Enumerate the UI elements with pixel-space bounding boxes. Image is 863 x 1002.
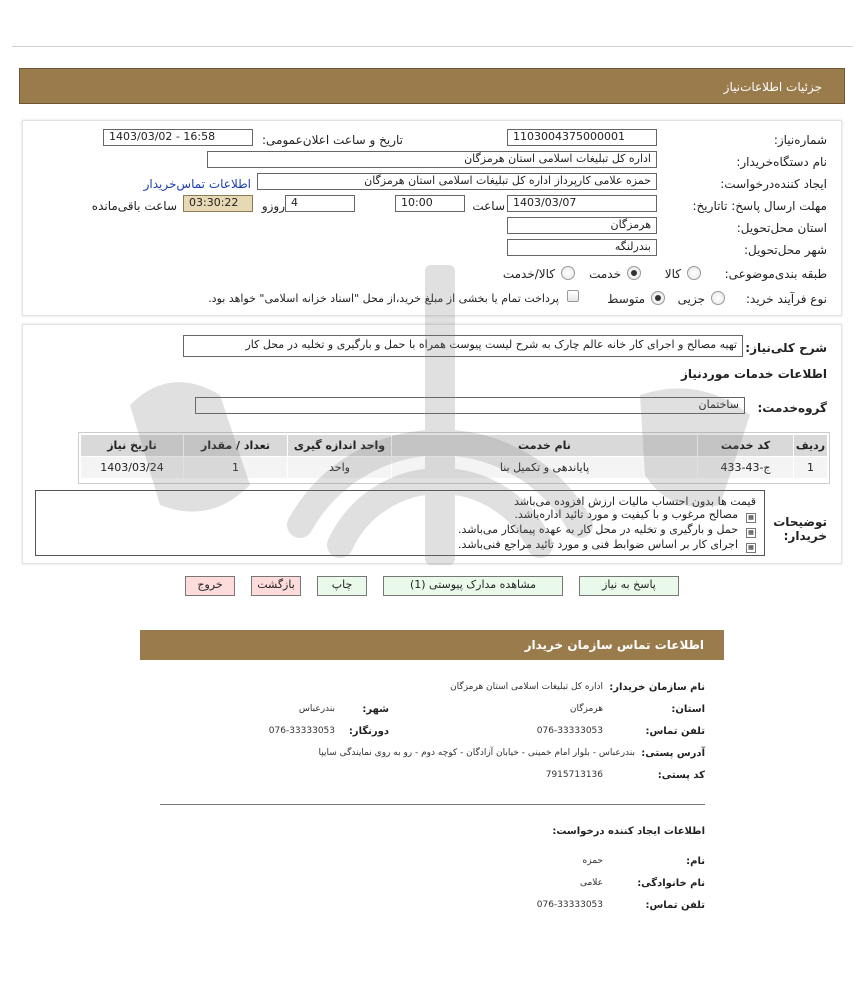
reply-button[interactable]: پاسخ به نیاز xyxy=(579,576,679,596)
col-need-date: تاریخ نیاز xyxy=(81,435,184,457)
summary-label: شرح کلی‌نیاز: xyxy=(745,341,827,355)
announce-label: تاریخ و ساعت اعلان‌عمومی: xyxy=(261,133,403,147)
cell-service-name: پایاندهی و تکمیل بنا xyxy=(392,457,698,479)
contact-city-label: شهر: xyxy=(362,704,389,715)
col-service-name: نام خدمت xyxy=(392,435,698,457)
buyer-org-field: اداره کل تبلیغات اسلامی استان هرمزگان xyxy=(207,151,657,168)
creator-family-value: علامی xyxy=(579,878,603,888)
city-label: شهر محل‌تحویل: xyxy=(743,243,827,257)
cell-need-date: 1403/03/24 xyxy=(81,457,184,479)
contact-org-label: نام سازمان خریدار: xyxy=(609,682,705,693)
creator-label: ایجاد کننده‌درخواست: xyxy=(720,177,827,191)
contact-phone-label: تلفن تماس: xyxy=(645,726,705,737)
process-radio-minor[interactable] xyxy=(711,291,725,305)
note-line-2: مصالح مرغوب و با کیفیت و مورد تائید اداره‌باشد. xyxy=(514,508,738,521)
announce-field: 1403/03/02 - 16:58 xyxy=(103,129,253,146)
province-field: هرمزگان xyxy=(507,217,657,234)
contact-province-value: هرمزگان xyxy=(569,704,603,714)
services-table xyxy=(80,434,828,479)
page-header: جزئیات اطلاعات‌نیاز xyxy=(19,68,845,104)
category-option-goods: کالا xyxy=(664,267,681,281)
city-field: بندرلنگه xyxy=(507,239,657,256)
cell-service-code: ج-43-433 xyxy=(698,457,794,479)
contact-divider xyxy=(160,804,705,805)
deadline-label: مهلت ارسال پاسخ: تاتاریخ: xyxy=(692,199,827,213)
contact-header: اطلاعات تماس سازمان خریدار xyxy=(140,630,724,660)
cell-row: 1 xyxy=(794,457,828,479)
note-item-4 xyxy=(44,538,756,553)
need-number-label: شماره‌نیاز: xyxy=(773,133,827,147)
category-label: طبقه بندی‌موضوعی: xyxy=(724,267,827,281)
buyer-notes-label-1: توضیحات xyxy=(773,515,827,529)
category-option-goods-service: کالا/خدمت xyxy=(502,267,555,281)
contact-postal-label: کد پستی: xyxy=(657,770,705,781)
contact-postal-value: 7915713136 xyxy=(545,770,603,780)
col-unit: واحد اندازه گیری xyxy=(288,435,392,457)
col-service-code: کد خدمت xyxy=(698,435,794,457)
need-number-field: 1103004375000001 xyxy=(507,129,657,146)
top-rule xyxy=(12,46,853,47)
service-group-field: ساختمان xyxy=(195,397,745,414)
category-option-service: خدمت xyxy=(589,267,621,281)
print-button[interactable]: چاپ xyxy=(317,576,367,596)
creator-info-title: اطلاعات ایجاد کننده درخواست: xyxy=(552,826,705,837)
creator-family-label: نام خانوادگی: xyxy=(637,878,705,889)
cell-quantity: 1 xyxy=(184,457,288,479)
col-quantity: تعداد / مقدار xyxy=(184,435,288,457)
contact-province-label: استان: xyxy=(671,704,705,715)
contact-fax-value: 076-33333053 xyxy=(268,726,335,736)
treasury-payment-note: پرداخت تمام یا بخشی از مبلغ خرید،از محل "اسناد خزانه اسلامی" خواهد بود. xyxy=(208,292,559,305)
remaining-time-field: 03:30:22 xyxy=(183,195,253,212)
summary-field: تهیه مصالح و اجرای کار خانه عالم چارک به شرح لیست پیوست همراه با حمل و بارگیری و تخلیه در محل کار xyxy=(183,335,743,357)
category-radio-service[interactable] xyxy=(627,266,641,280)
province-label: استان محل‌تحویل: xyxy=(736,221,827,235)
contact-phone-value: 076-33333053 xyxy=(536,726,603,736)
contact-fax-label: دورنگار: xyxy=(348,726,389,737)
bullet-icon: ▦ xyxy=(746,513,756,523)
note-line-3: حمل و بارگیری و تخلیه در محل کار به عهده پیمانکار می‌باشد. xyxy=(458,523,738,536)
buyer-notes-label-2: خریدار: xyxy=(783,529,827,543)
contact-city-value: بندرعباس xyxy=(298,704,335,714)
time-label: ساعت xyxy=(472,199,505,213)
creator-phone-label: تلفن تماس: xyxy=(645,900,705,911)
bullet-icon: ▦ xyxy=(746,543,756,553)
note-item-2 xyxy=(44,508,756,523)
services-title: اطلاعات خدمات موردنیاز xyxy=(680,367,827,381)
process-radio-medium[interactable] xyxy=(651,291,665,305)
treasury-payment-checkbox[interactable] xyxy=(567,290,579,302)
process-option-minor: جزیی xyxy=(677,292,705,306)
category-radio-goods-service[interactable] xyxy=(561,266,575,280)
back-button[interactable]: بازگشت xyxy=(251,576,301,596)
cell-unit: واحد xyxy=(288,457,392,479)
remaining-label: ساعت باقی‌مانده xyxy=(91,199,177,213)
process-option-medium: متوسط xyxy=(607,292,645,306)
buyer-contact-link[interactable]: اطلاعات تماس‌خریدار xyxy=(143,177,251,191)
table-row xyxy=(81,457,828,479)
days-field: 4 xyxy=(285,195,355,212)
days-label: روزو xyxy=(261,199,285,213)
note-line-1: قیمت ها بدون احتساب مالیات ارزش افزوده می‌باشد xyxy=(514,495,756,508)
bullet-icon: ▦ xyxy=(746,528,756,538)
contact-org-value: اداره کل تبلیغات اسلامی استان هرمزگان xyxy=(450,682,603,692)
buyer-org-label: نام دستگاه‌خریدار: xyxy=(736,155,827,169)
creator-field: حمزه علامی کارپرداز اداره کل تبلیغات اسلامی استان هرمزگان xyxy=(257,173,657,190)
buyer-notes-box xyxy=(35,490,765,556)
creator-name-value: حمزه xyxy=(582,856,603,866)
need-summary-panel xyxy=(22,324,842,564)
category-radio-goods[interactable] xyxy=(687,266,701,280)
deadline-date-field: 1403/03/07 xyxy=(507,195,657,212)
creator-phone-value: 076-33333053 xyxy=(536,900,603,910)
exit-button[interactable]: خروج xyxy=(185,576,235,596)
table-header-row xyxy=(81,435,828,457)
note-item-3 xyxy=(44,523,756,538)
attachments-button[interactable]: مشاهده مدارک پیوستی (1) xyxy=(383,576,563,596)
process-label: نوع فرآیند خرید: xyxy=(746,292,827,306)
contact-address-label: آدرس پستی: xyxy=(641,748,705,759)
note-line-4: اجرای کار بر اساس ضوابط فنی و مورد تائید مراجع فنی‌باشد. xyxy=(458,538,738,551)
contact-address-value: بندرعباس - بلوار امام خمینی - خیابان آزادگان - کوچه دوم - رو به روی نمایندگی سایپا xyxy=(318,748,635,758)
col-row: ردیف xyxy=(794,435,828,457)
deadline-time-field: 10:00 xyxy=(395,195,465,212)
creator-name-label: نام: xyxy=(686,856,705,867)
need-info-panel xyxy=(22,120,842,316)
service-group-label: گروه‌خدمت: xyxy=(757,401,827,415)
